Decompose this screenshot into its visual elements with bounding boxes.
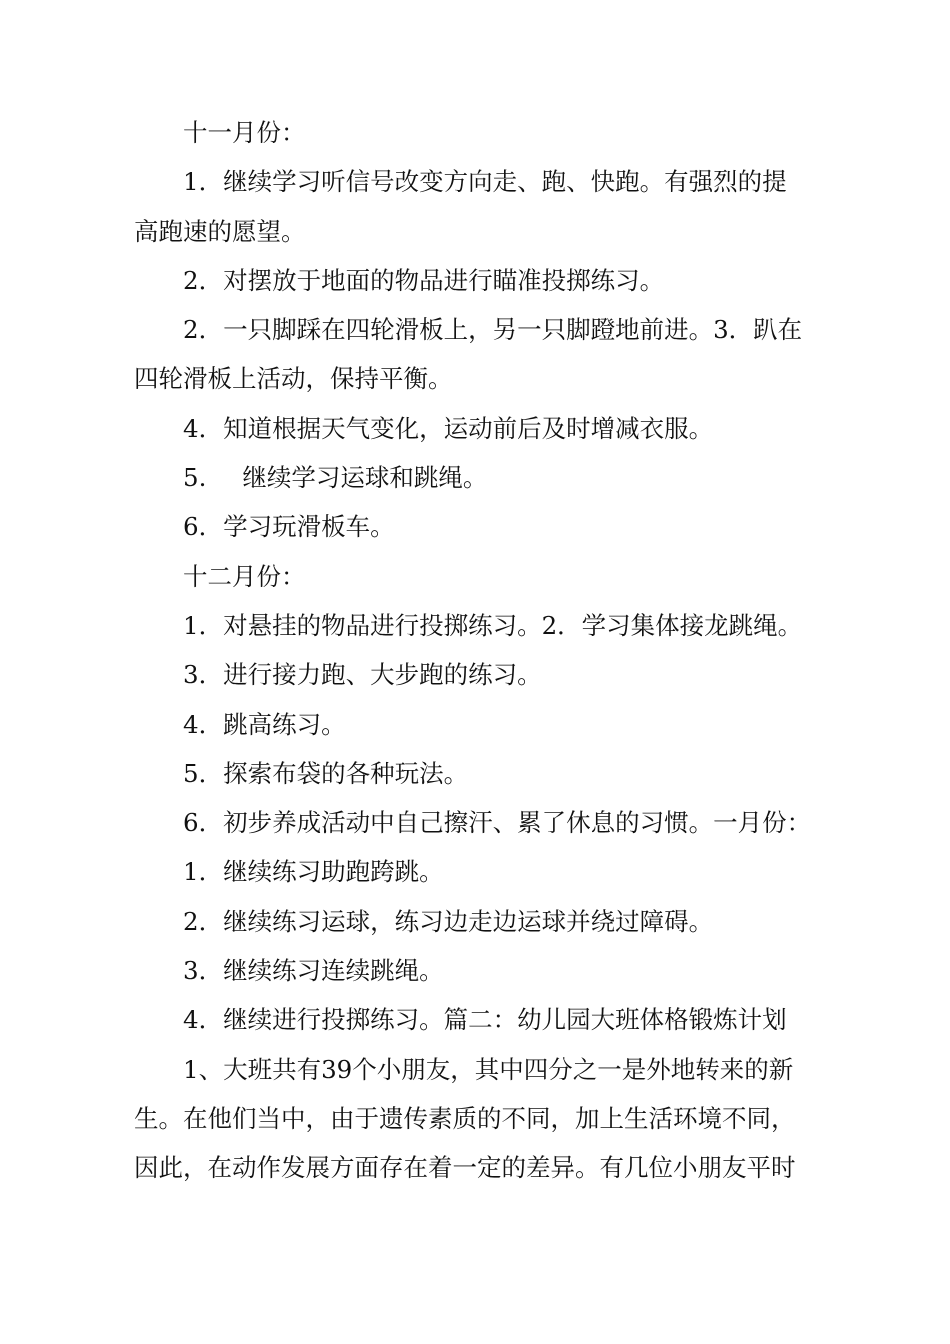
paragraph-line: 4．知道根据天气变化，运动前后及时增减衣服。 bbox=[183, 413, 714, 443]
paragraph-line: 2．对摆放于地面的物品进行瞄准投掷练习。 bbox=[183, 265, 665, 295]
paragraph-line: 2．一只脚踩在四轮滑板上，另一只脚蹬地前进。3．趴在 bbox=[183, 315, 803, 345]
paragraph-line: 3．进行接力跑、大步跑的练习。 bbox=[183, 660, 542, 690]
paragraph-line: 6．学习玩滑板车。 bbox=[183, 512, 395, 542]
paragraph-line: 6．初步养成活动中自己擦汗、累了休息的习惯。一月份： bbox=[183, 808, 812, 838]
paragraph-line: 4．继续进行投掷练习。篇二：幼儿园大班体格锻炼计划 bbox=[183, 1005, 787, 1035]
document-body bbox=[134, 108, 824, 1193]
paragraph-line: 5．探索布袋的各种玩法。 bbox=[183, 758, 469, 788]
paragraph-line: 1．继续学习听信号改变方向走、跑、快跑。有强烈的提 bbox=[183, 167, 787, 197]
paragraph-line: 十一月份： bbox=[183, 118, 306, 147]
list-number: 5. bbox=[183, 463, 207, 493]
list-text: 继续学习运球和跳绳。 bbox=[242, 463, 488, 493]
paragraph-line: 1．继续练习助跑跨跳。 bbox=[183, 857, 444, 887]
paragraph-line: 因此，在动作发展方面存在着一定的差异。有几位小朋友平时 bbox=[134, 1153, 796, 1183]
paragraph-line: 2．继续练习运球，练习边走边运球并绕过障碍。 bbox=[183, 906, 714, 936]
paragraph-line: 十二月份： bbox=[183, 561, 306, 591]
paragraph-line: 1、大班共有39个小朋友，其中四分之一是外地转来的新 bbox=[183, 1054, 794, 1084]
paragraph-line: 高跑速的愿望。 bbox=[134, 216, 306, 246]
paragraph-line: 生。在他们当中，由于遗传素质的不同，加上生活环境不同， bbox=[134, 1103, 796, 1133]
paragraph-line: 3．继续练习连续跳绳。 bbox=[183, 956, 444, 986]
paragraph-line: 四轮滑板上活动，保持平衡。 bbox=[134, 364, 453, 394]
paragraph-line: 1．对悬挂的物品进行投掷练习。2．学习集体接龙跳绳。 bbox=[183, 610, 803, 640]
paragraph-line: 4．跳高练习。 bbox=[183, 709, 346, 739]
paragraph-line bbox=[134, 453, 824, 502]
